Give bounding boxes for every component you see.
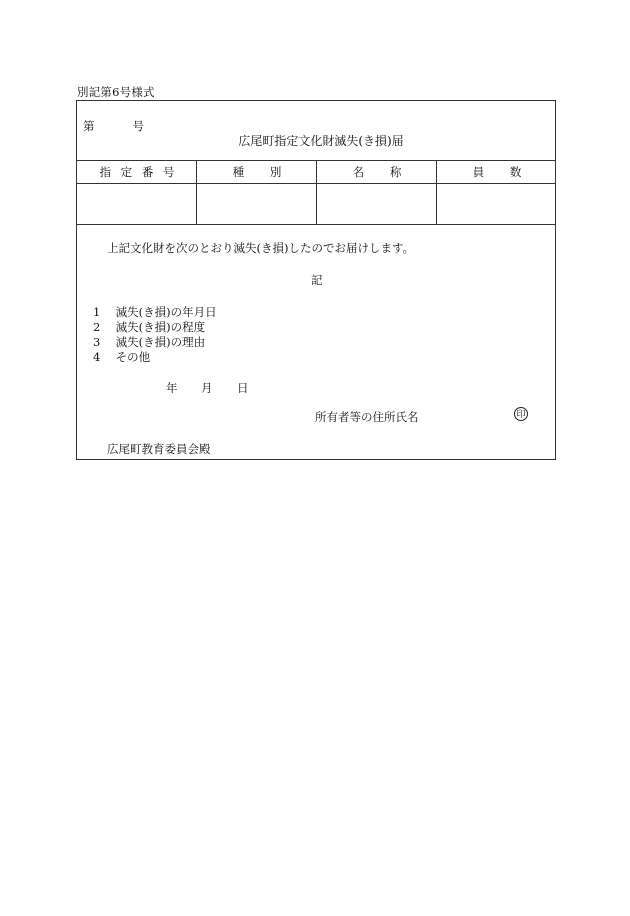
addressee: 広尾町教育委員会殿	[107, 442, 211, 456]
form-number-label: 別記第6号様式	[77, 85, 155, 99]
number-prefix: 第	[83, 119, 95, 133]
column-header-type: 種 別	[232, 165, 282, 179]
column-header-name: 名 称	[352, 165, 402, 179]
cell-quantity	[437, 184, 556, 224]
cell-designation-number	[77, 184, 196, 224]
date-day-label: 日	[237, 381, 249, 395]
list-item-number: 1	[93, 305, 101, 319]
cell-type	[197, 184, 316, 224]
number-suffix: 号	[132, 119, 144, 133]
ki-label: 記	[311, 273, 323, 287]
list-item-text: 滅失(き損)の程度	[115, 320, 206, 334]
date-year-label: 年	[166, 381, 178, 395]
list-item-text: その他	[115, 350, 151, 364]
owner-address-name-label: 所有者等の住所氏名	[315, 410, 419, 424]
list-item	[93, 319, 205, 335]
list-item-text: 滅失(き損)の年月日	[115, 305, 217, 319]
list-item	[93, 304, 217, 320]
cell-name	[317, 184, 436, 224]
form-frame	[76, 100, 556, 460]
seal-mark-icon: 印	[514, 407, 528, 421]
list-item	[93, 349, 150, 365]
list-item	[93, 334, 205, 350]
list-item-number: 3	[93, 335, 101, 349]
table-bottom-divider	[77, 224, 555, 225]
list-item-number: 2	[93, 320, 101, 334]
statement-text: 上記文化財を次のとおり滅失(き損)したのでお届けします。	[107, 241, 415, 255]
date-month-label: 月	[201, 381, 213, 395]
list-item-text: 滅失(き損)の理由	[115, 335, 206, 349]
column-header-designation-number: 指 定 番 号	[99, 165, 175, 179]
document-title: 広尾町指定文化財滅失(き損)届	[238, 134, 404, 148]
column-header-quantity: 員 数	[472, 165, 522, 179]
list-item-number: 4	[93, 350, 101, 364]
